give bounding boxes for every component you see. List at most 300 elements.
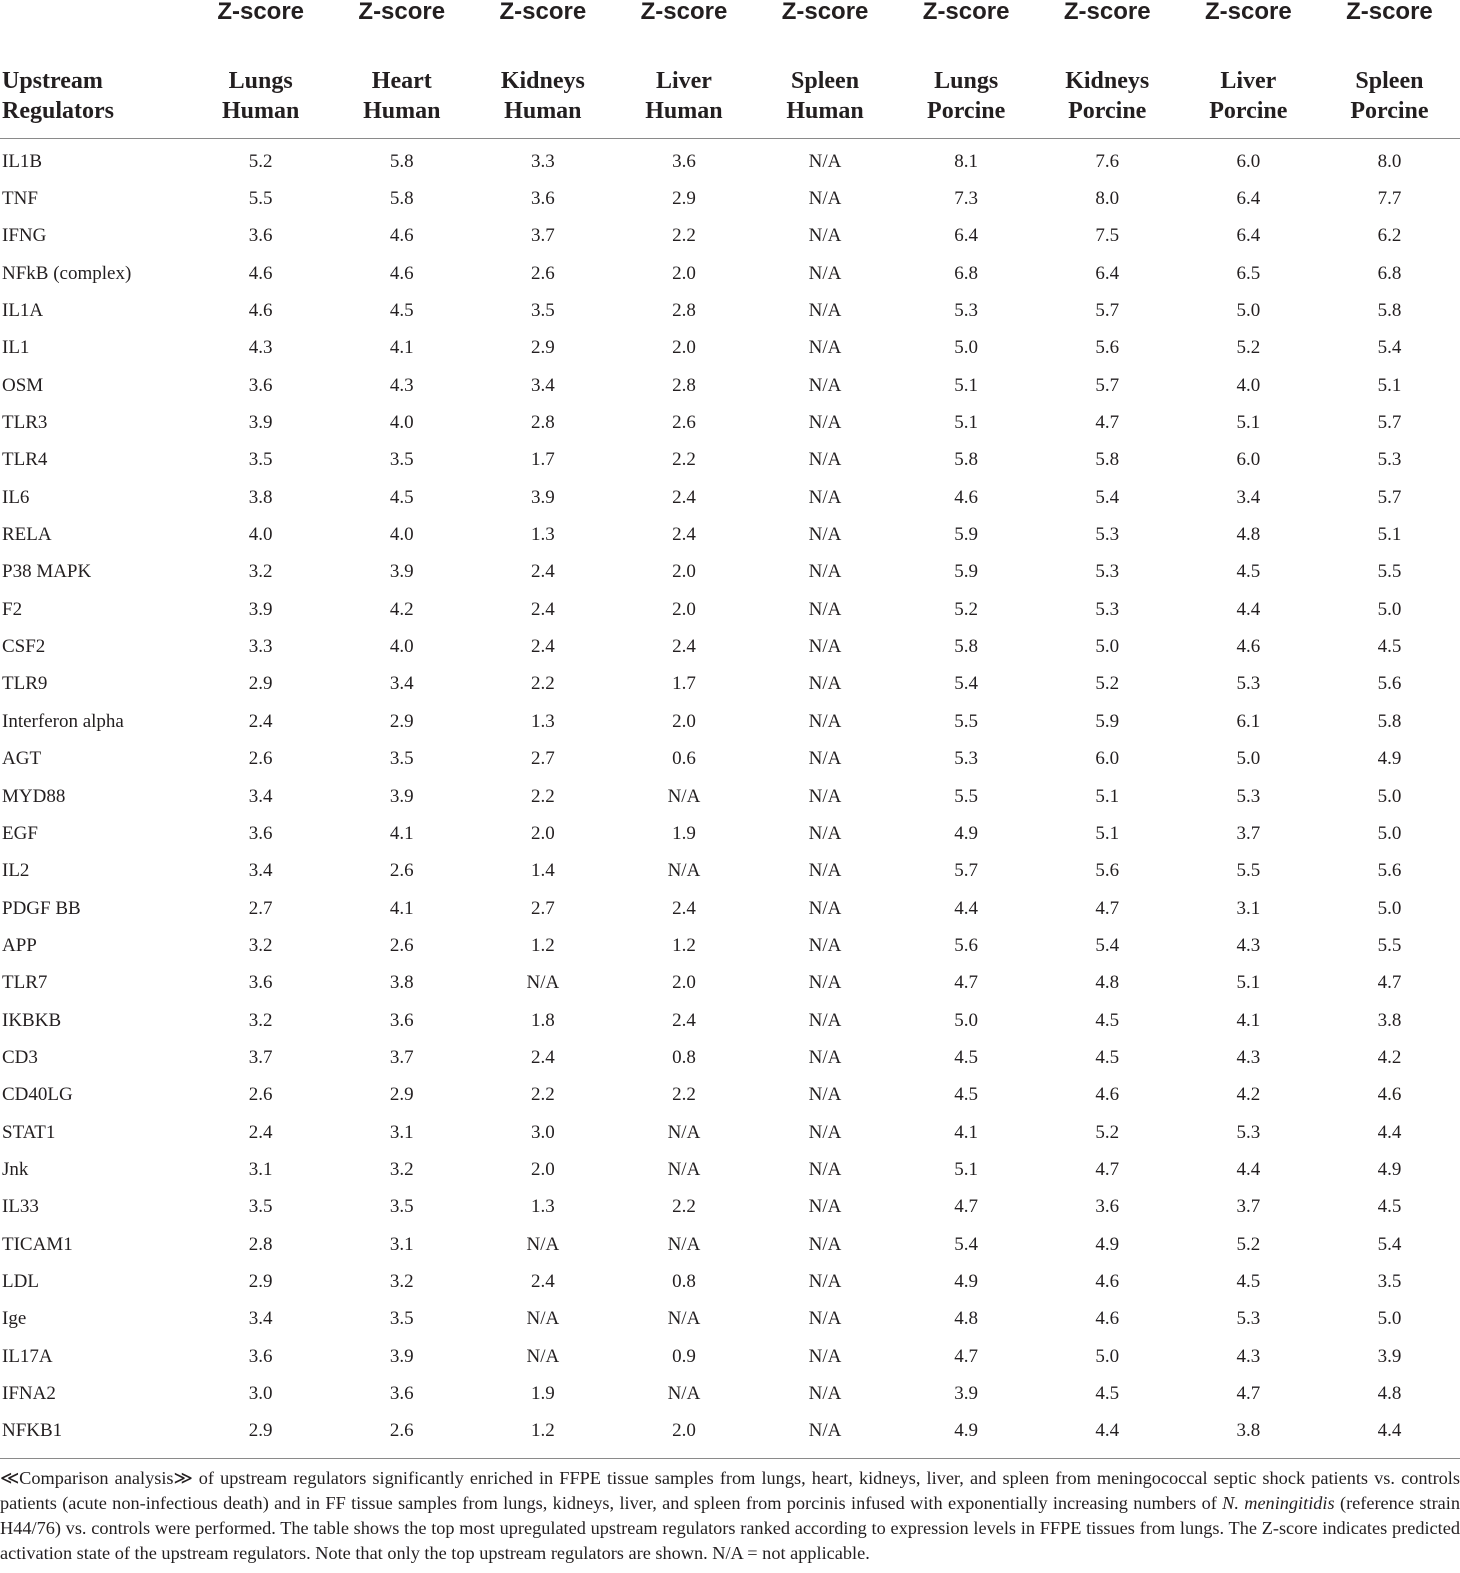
zscore-cell: 3.7 bbox=[1236, 822, 1261, 844]
zscore-cell: 6.0 bbox=[1236, 449, 1261, 471]
zscore-cell: 3.5 bbox=[389, 449, 414, 471]
zscore-cell: 5.2 bbox=[1236, 1233, 1261, 1255]
zscore-cell: N/A bbox=[808, 1009, 842, 1031]
zscore-cell: 4.7 bbox=[1377, 972, 1402, 994]
zscore-cell: 5.2 bbox=[954, 598, 979, 620]
zscore-label: Z-score bbox=[781, 0, 869, 25]
zscore-cell: 3.9 bbox=[1377, 1345, 1402, 1367]
zscore-cell: 0.9 bbox=[672, 1345, 696, 1367]
zscore-cell: 5.6 bbox=[1095, 860, 1120, 882]
zscore-cell: 5.8 bbox=[954, 449, 979, 471]
zscore-cell: 3.2 bbox=[248, 934, 273, 956]
zscore-cell: 5.0 bbox=[1377, 822, 1402, 844]
zscore-cell: 3.5 bbox=[248, 1196, 273, 1218]
regulator-name: EGF bbox=[2, 822, 38, 844]
regulator-name: TLR4 bbox=[2, 449, 48, 471]
zscore-cell: 4.7 bbox=[1095, 412, 1120, 434]
table-row bbox=[0, 404, 1460, 441]
zscore-cell: N/A bbox=[808, 412, 842, 434]
regulator-name: CD3 bbox=[2, 1046, 38, 1068]
zscore-cell: N/A bbox=[667, 1121, 701, 1143]
zscore-cell: 2.9 bbox=[389, 710, 414, 732]
zscore-cell: 2.8 bbox=[672, 374, 696, 396]
zscore-cell: N/A bbox=[808, 1270, 842, 1292]
zscore-cell: 5.3 bbox=[1236, 785, 1261, 807]
regulator-name: RELA bbox=[2, 524, 52, 546]
zscore-cell: 4.3 bbox=[1236, 1046, 1261, 1068]
zscore-cell: N/A bbox=[526, 972, 560, 994]
zscore-cell: 2.8 bbox=[530, 412, 555, 434]
regulator-name: IL1B bbox=[2, 150, 43, 172]
zscore-cell: 2.6 bbox=[389, 934, 414, 956]
zscore-cell: N/A bbox=[808, 972, 842, 994]
zscore-cell: N/A bbox=[808, 598, 842, 620]
zscore-cell: 2.4 bbox=[672, 636, 696, 658]
zscore-cell: 2.9 bbox=[248, 1270, 273, 1292]
table-row bbox=[0, 1002, 1460, 1039]
table-row bbox=[0, 778, 1460, 815]
zscore-cell: 4.4 bbox=[1095, 1420, 1120, 1442]
zscore-cell: 3.9 bbox=[389, 785, 414, 807]
zscore-cell: N/A bbox=[808, 860, 842, 882]
zscore-cell: 3.2 bbox=[389, 1270, 414, 1292]
zscore-cell: 5.3 bbox=[954, 748, 979, 770]
zscore-cell: 2.0 bbox=[672, 262, 696, 284]
zscore-cell: 5.0 bbox=[954, 1009, 979, 1031]
zscore-cell: 0.8 bbox=[672, 1046, 696, 1068]
zscore-cell: 5.1 bbox=[1377, 524, 1402, 546]
zscore-cell: 3.6 bbox=[530, 188, 555, 210]
zscore-cell: 0.8 bbox=[672, 1270, 696, 1292]
regulator-name: OSM bbox=[2, 374, 44, 396]
table-row bbox=[0, 218, 1460, 255]
zscore-cell: N/A bbox=[667, 1158, 701, 1180]
zscore-cell: 6.5 bbox=[1236, 262, 1261, 284]
zscore-cell: 4.2 bbox=[389, 598, 414, 620]
zscore-label: Z-score bbox=[499, 0, 587, 25]
zscore-cell: 4.1 bbox=[1236, 1009, 1261, 1031]
zscore-cell: 5.6 bbox=[1377, 673, 1402, 695]
zscore-cell: 3.1 bbox=[389, 1121, 414, 1143]
zscore-cell: 4.6 bbox=[248, 300, 273, 322]
zscore-cell: 3.7 bbox=[1236, 1196, 1261, 1218]
header-line: Human bbox=[363, 98, 441, 124]
zscore-cell: 4.3 bbox=[1236, 1345, 1261, 1367]
zscore-cell: 2.9 bbox=[530, 337, 555, 359]
table-row bbox=[0, 1039, 1460, 1076]
column-header-kidneys-porcine bbox=[1037, 50, 1178, 139]
zscore-cell: 1.2 bbox=[530, 934, 555, 956]
zscore-cell: 4.6 bbox=[389, 262, 414, 284]
header-line: Lungs bbox=[934, 68, 999, 94]
table-row bbox=[0, 1226, 1460, 1263]
zscore-cell: 3.9 bbox=[248, 412, 273, 434]
zscore-cell: 2.0 bbox=[672, 337, 696, 359]
table-row bbox=[0, 554, 1460, 591]
zscore-cell: N/A bbox=[808, 188, 842, 210]
table-bottom-rule bbox=[0, 1458, 1460, 1459]
zscore-cell: 5.3 bbox=[1236, 673, 1261, 695]
table-row bbox=[0, 703, 1460, 740]
zscore-cell: 6.0 bbox=[1236, 150, 1261, 172]
zscore-cell: 4.0 bbox=[389, 524, 414, 546]
header-line: Heart bbox=[371, 68, 432, 94]
zscore-cell: 5.0 bbox=[1095, 636, 1120, 658]
zscore-cell: 6.8 bbox=[1377, 262, 1402, 284]
zscore-cell: 5.8 bbox=[1377, 300, 1402, 322]
zscore-cell: 4.6 bbox=[1095, 1270, 1120, 1292]
zscore-cell: 4.7 bbox=[1236, 1383, 1261, 1405]
zscore-cell: 3.4 bbox=[248, 1308, 273, 1330]
zscore-cell: N/A bbox=[808, 785, 842, 807]
zscore-cell: 5.3 bbox=[1377, 449, 1402, 471]
zscore-cell: 5.4 bbox=[1377, 1233, 1402, 1255]
table-row bbox=[0, 1114, 1460, 1151]
zscore-cell: 4.6 bbox=[1377, 1084, 1402, 1106]
zscore-cell: N/A bbox=[808, 1233, 842, 1255]
footnote-text: ≪Comparison analysis≫ of upstream regulators significantly enriched in FFPE tissue samples from lungs, heart, kidneys, liver, and spleen from meningococcal septic shock patients vs. controls patients (acute non-infectious death) and in FF tissue samples from lungs, kidneys, liver, and spleen from porcinis infused with exponentially increasing numbers of bbox=[0, 1468, 1460, 1513]
table-row bbox=[0, 741, 1460, 778]
zscore-cell: 4.5 bbox=[1377, 1196, 1402, 1218]
zscore-cell: 3.3 bbox=[530, 150, 555, 172]
zscore-cell: 2.9 bbox=[389, 1084, 414, 1106]
zscore-cell: 3.6 bbox=[672, 150, 696, 172]
zscore-cell: 5.7 bbox=[954, 860, 979, 882]
zscore-cell: 5.6 bbox=[1095, 337, 1120, 359]
header-line: Porcine bbox=[1350, 98, 1429, 124]
zscore-cell: N/A bbox=[667, 785, 701, 807]
zscore-cell: 2.2 bbox=[530, 785, 555, 807]
header-line: Upstream bbox=[2, 68, 103, 94]
zscore-cell: 3.7 bbox=[530, 225, 555, 247]
table-row bbox=[0, 442, 1460, 479]
zscore-cell: 5.8 bbox=[389, 188, 414, 210]
table-row bbox=[0, 890, 1460, 927]
column-header-heart-human bbox=[331, 50, 472, 139]
zscore-cell: 2.6 bbox=[248, 1084, 273, 1106]
zscore-cell: N/A bbox=[667, 860, 701, 882]
zscore-cell: 2.8 bbox=[248, 1233, 273, 1255]
regulator-name: CSF2 bbox=[2, 636, 46, 658]
zscore-cell: 2.7 bbox=[530, 897, 555, 919]
zscore-cell: 2.7 bbox=[248, 897, 273, 919]
zscore-cell: 6.8 bbox=[954, 262, 979, 284]
zscore-cell: N/A bbox=[526, 1308, 560, 1330]
zscore-cell: N/A bbox=[808, 1308, 842, 1330]
zscore-cell: 3.6 bbox=[248, 374, 273, 396]
zscore-cell: 4.4 bbox=[954, 897, 979, 919]
zscore-cell: 4.5 bbox=[1377, 636, 1402, 658]
zscore-cell: 2.6 bbox=[672, 412, 696, 434]
zscore-cell: N/A bbox=[526, 1233, 560, 1255]
zscore-cell: 5.8 bbox=[954, 636, 979, 658]
zscore-cell: 2.4 bbox=[530, 1270, 555, 1292]
zscore-cell: 4.3 bbox=[1236, 934, 1261, 956]
zscore-cell: 5.3 bbox=[1095, 524, 1120, 546]
header-line: Liver bbox=[655, 68, 712, 94]
zscore-cell: 3.9 bbox=[954, 1383, 979, 1405]
zscore-cell: 4.1 bbox=[954, 1121, 979, 1143]
zscore-cell: 4.3 bbox=[389, 374, 414, 396]
zscore-cell: 3.2 bbox=[248, 561, 273, 583]
zscore-cell: 5.2 bbox=[1095, 673, 1120, 695]
zscore-cell: 5.5 bbox=[1236, 860, 1261, 882]
zscore-cell: N/A bbox=[808, 673, 842, 695]
regulator-name: Jnk bbox=[2, 1158, 29, 1180]
zscore-cell: 2.0 bbox=[530, 1158, 555, 1180]
zscore-cell: 5.2 bbox=[1236, 337, 1261, 359]
zscore-cell: 5.0 bbox=[1377, 1308, 1402, 1330]
zscore-label: Z-score bbox=[1346, 0, 1433, 25]
regulator-name: IL1A bbox=[2, 300, 44, 322]
zscore-cell: 6.1 bbox=[1236, 710, 1261, 732]
zscore-cell: 4.8 bbox=[1095, 972, 1120, 994]
regulator-name: LDL bbox=[2, 1270, 39, 1292]
zscore-cell: 3.0 bbox=[530, 1121, 555, 1143]
zscore-cell: 3.5 bbox=[389, 1196, 414, 1218]
regulator-name: NFkB (complex) bbox=[2, 262, 132, 284]
column-header-kidneys-human bbox=[472, 50, 613, 139]
zscore-cell: N/A bbox=[808, 150, 842, 172]
zscore-cell: 2.0 bbox=[672, 598, 696, 620]
regulator-name: NFKB1 bbox=[2, 1420, 63, 1442]
zscore-cell: 5.1 bbox=[1236, 412, 1261, 434]
zscore-cell: 4.0 bbox=[1236, 374, 1261, 396]
zscore-cell: 3.5 bbox=[1377, 1270, 1402, 1292]
zscore-cell: N/A bbox=[808, 934, 842, 956]
zscore-cell: 2.0 bbox=[530, 822, 555, 844]
table-row bbox=[0, 1338, 1460, 1375]
zscore-cell: 2.4 bbox=[248, 1121, 273, 1143]
zscore-cell: 2.0 bbox=[672, 1420, 696, 1442]
zscore-cell: 5.7 bbox=[1095, 374, 1120, 396]
regulator-name: F2 bbox=[2, 598, 23, 620]
zscore-cell: 4.8 bbox=[1236, 524, 1261, 546]
zscore-cell: 5.0 bbox=[1377, 785, 1402, 807]
zscore-cell: 2.0 bbox=[672, 561, 696, 583]
zscore-cell: 3.6 bbox=[1095, 1196, 1120, 1218]
zscore-cell: 5.8 bbox=[389, 150, 414, 172]
zscore-cell: 5.3 bbox=[1236, 1121, 1261, 1143]
table-row bbox=[0, 1189, 1460, 1226]
zscore-cell: 4.2 bbox=[1377, 1046, 1402, 1068]
zscore-cell: 5.3 bbox=[954, 300, 979, 322]
zscore-cell: 3.2 bbox=[248, 1009, 273, 1031]
zscore-cell: 3.4 bbox=[248, 785, 273, 807]
zscore-cell: 4.7 bbox=[954, 1345, 979, 1367]
regulator-name: IKBKB bbox=[2, 1009, 62, 1031]
header-line: Human bbox=[504, 98, 582, 124]
zscore-cell: 3.2 bbox=[389, 1158, 414, 1180]
zscore-cell: 2.4 bbox=[248, 710, 273, 732]
zscore-label: Z-score bbox=[358, 0, 446, 25]
zscore-cell: N/A bbox=[808, 636, 842, 658]
regulator-name: TLR3 bbox=[2, 412, 48, 434]
zscore-cell: N/A bbox=[808, 1383, 842, 1405]
table-row bbox=[0, 628, 1460, 665]
table-row bbox=[0, 1151, 1460, 1188]
zscore-cell: N/A bbox=[808, 561, 842, 583]
table-row bbox=[0, 1413, 1460, 1458]
zscore-cell: 3.9 bbox=[389, 1345, 414, 1367]
table-row bbox=[0, 591, 1460, 628]
zscore-cell: 4.6 bbox=[248, 262, 273, 284]
zscore-cell: 4.9 bbox=[954, 822, 979, 844]
zscore-cell: 4.9 bbox=[954, 1270, 979, 1292]
zscore-cell: 2.9 bbox=[672, 188, 696, 210]
zscore-cell: 2.4 bbox=[672, 1009, 696, 1031]
regulator-name: TICAM1 bbox=[2, 1233, 73, 1255]
zscore-cell: 2.4 bbox=[672, 897, 696, 919]
zscore-cell: N/A bbox=[808, 524, 842, 546]
regulator-name: PDGF BB bbox=[2, 897, 81, 919]
zscore-cell: 3.1 bbox=[1236, 897, 1261, 919]
zscore-cell: 2.9 bbox=[248, 1420, 273, 1442]
table-row bbox=[0, 1263, 1460, 1300]
zscore-cell: 5.3 bbox=[1095, 598, 1120, 620]
zscore-cell: N/A bbox=[808, 300, 842, 322]
zscore-cell: 5.1 bbox=[954, 374, 979, 396]
header-line: Liver bbox=[1220, 68, 1277, 94]
zscore-cell: 2.2 bbox=[530, 673, 555, 695]
header-line: Human bbox=[786, 98, 864, 124]
zscore-cell: 2.0 bbox=[672, 710, 696, 732]
footnote-species: N. meningitidis bbox=[1222, 1493, 1335, 1513]
column-header-liver-porcine bbox=[1178, 50, 1319, 139]
zscore-cell: 5.6 bbox=[954, 934, 979, 956]
zscore-cell: 0.6 bbox=[672, 748, 696, 770]
zscore-cell: 4.5 bbox=[1095, 1383, 1120, 1405]
zscore-cell: 5.1 bbox=[954, 412, 979, 434]
zscore-cell: 3.8 bbox=[248, 486, 273, 508]
zscore-cell: 5.7 bbox=[1377, 486, 1402, 508]
zscore-cell: 5.4 bbox=[954, 673, 979, 695]
zscore-cell: 3.6 bbox=[248, 822, 273, 844]
zscore-label: Z-score bbox=[1204, 0, 1292, 25]
zscore-cell: 5.1 bbox=[1236, 972, 1261, 994]
zscore-cell: 4.4 bbox=[1236, 598, 1261, 620]
zscore-cell: 7.3 bbox=[954, 188, 979, 210]
zscore-cell: 4.2 bbox=[1236, 1084, 1261, 1106]
zscore-cell: 2.6 bbox=[389, 860, 414, 882]
zscore-cell: 5.4 bbox=[1095, 934, 1120, 956]
column-header-liver-human bbox=[613, 50, 754, 139]
zscore-cell: 1.3 bbox=[530, 710, 555, 732]
zscore-cell: 3.8 bbox=[389, 972, 414, 994]
zscore-cell: 4.7 bbox=[954, 972, 979, 994]
zscore-cell: 1.8 bbox=[530, 1009, 555, 1031]
zscore-cell: 5.0 bbox=[1377, 897, 1402, 919]
table-row bbox=[0, 853, 1460, 890]
regulator-name: APP bbox=[2, 934, 37, 956]
zscore-cell: 3.6 bbox=[248, 1345, 273, 1367]
zscore-cell: 5.3 bbox=[1095, 561, 1120, 583]
zscore-cell: 4.6 bbox=[1095, 1308, 1120, 1330]
table-row bbox=[0, 1077, 1460, 1114]
table-row bbox=[0, 255, 1460, 292]
zscore-cell: 5.7 bbox=[1095, 300, 1120, 322]
header-line: Kidneys bbox=[1065, 68, 1150, 94]
zscore-cell: 4.5 bbox=[954, 1084, 979, 1106]
zscore-cell: 5.1 bbox=[954, 1158, 979, 1180]
zscore-cell: 2.2 bbox=[672, 1084, 696, 1106]
table-row bbox=[0, 1375, 1460, 1412]
zscore-cell: 6.0 bbox=[1095, 748, 1120, 770]
zscore-cell: 3.4 bbox=[389, 673, 414, 695]
zscore-cell: 4.4 bbox=[1377, 1420, 1402, 1442]
table-row bbox=[0, 1301, 1460, 1338]
zscore-cell: 2.9 bbox=[248, 673, 273, 695]
table-row bbox=[0, 965, 1460, 1002]
zscore-cell: 4.6 bbox=[954, 486, 979, 508]
table-row bbox=[0, 367, 1460, 404]
zscore-cell: 7.6 bbox=[1095, 150, 1120, 172]
zscore-cell: 4.4 bbox=[1236, 1158, 1261, 1180]
zscore-cell: 3.5 bbox=[389, 748, 414, 770]
upstream-regulators-header bbox=[0, 50, 190, 139]
header-line: Porcine bbox=[927, 98, 1006, 124]
header-line: Porcine bbox=[1068, 98, 1147, 124]
regulator-name: P38 MAPK bbox=[2, 561, 92, 583]
zscore-cell: N/A bbox=[808, 1420, 842, 1442]
table-row bbox=[0, 479, 1460, 516]
zscore-cell: N/A bbox=[808, 710, 842, 732]
zscore-cell: 5.8 bbox=[1377, 710, 1402, 732]
zscore-cell: 5.9 bbox=[954, 561, 979, 583]
zscore-cell: 1.3 bbox=[530, 524, 555, 546]
zscore-cell: 6.4 bbox=[1095, 262, 1120, 284]
zscore-cell: N/A bbox=[808, 822, 842, 844]
zscore-cell: 3.4 bbox=[248, 860, 273, 882]
zscore-cell: 3.6 bbox=[248, 225, 273, 247]
zscore-cell: 4.5 bbox=[1095, 1046, 1120, 1068]
regulator-name: IL33 bbox=[2, 1196, 39, 1218]
zscore-cell: 4.0 bbox=[389, 412, 414, 434]
header-line: Human bbox=[221, 98, 300, 124]
zscore-cell: N/A bbox=[808, 1196, 842, 1218]
zscore-cell: 1.9 bbox=[672, 822, 696, 844]
zscore-cell: 5.0 bbox=[1095, 1345, 1120, 1367]
zscore-cell: 3.4 bbox=[1236, 486, 1261, 508]
zscore-cell: 5.2 bbox=[248, 150, 273, 172]
zscore-cell: 5.0 bbox=[954, 337, 979, 359]
zscore-cell: 3.8 bbox=[1236, 1420, 1261, 1442]
zscore-cell: N/A bbox=[808, 1121, 842, 1143]
zscore-cell: 2.4 bbox=[672, 486, 696, 508]
zscore-cell: 5.2 bbox=[1095, 1121, 1120, 1143]
regulator-name: IL1 bbox=[2, 337, 30, 359]
zscore-cell: 5.5 bbox=[1377, 561, 1402, 583]
zscore-cell: 4.6 bbox=[1236, 636, 1261, 658]
zscore-cell: 5.4 bbox=[1095, 486, 1120, 508]
zscore-label: Z-score bbox=[1063, 0, 1151, 25]
zscore-cell: 4.0 bbox=[389, 636, 414, 658]
zscore-cell: 5.6 bbox=[1377, 860, 1402, 882]
zscore-cell: 4.4 bbox=[1377, 1121, 1402, 1143]
zscore-cell: 6.2 bbox=[1377, 225, 1402, 247]
zscore-label: Z-score bbox=[922, 0, 1010, 25]
zscore-cell: 2.0 bbox=[672, 972, 696, 994]
zscore-cell: 1.9 bbox=[530, 1383, 555, 1405]
header-line: Regulators bbox=[2, 98, 114, 124]
regulator-name: IFNG bbox=[2, 225, 47, 247]
regulator-name: IL17A bbox=[2, 1345, 53, 1367]
regulator-name: Interferon alpha bbox=[2, 710, 124, 732]
column-header-spleen-human bbox=[755, 50, 896, 139]
zscore-cell: N/A bbox=[808, 449, 842, 471]
zscore-cell: 1.2 bbox=[672, 934, 696, 956]
zscore-cell: 5.4 bbox=[954, 1233, 979, 1255]
